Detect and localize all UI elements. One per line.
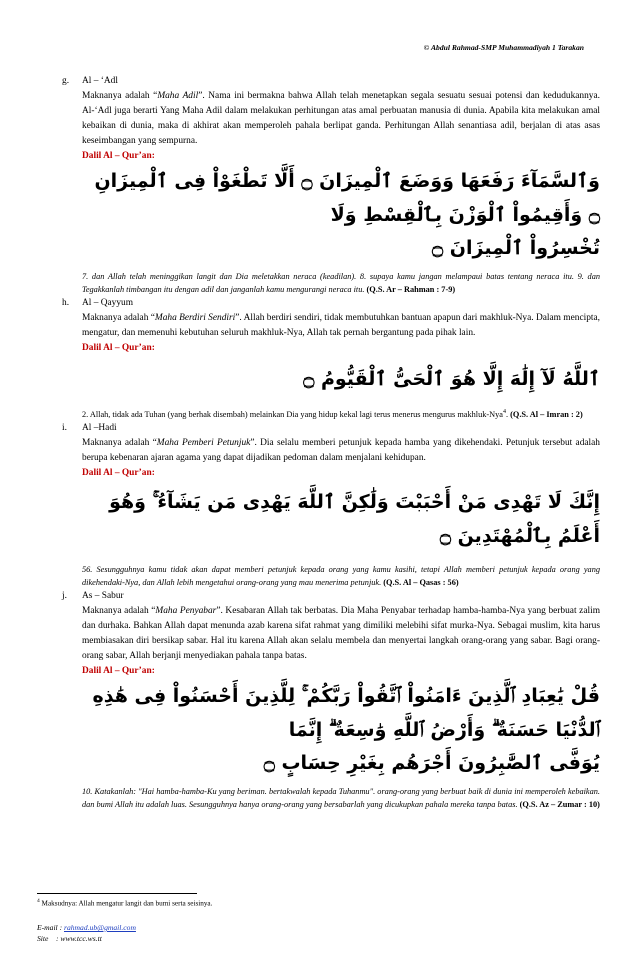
- item-title: Al – ‘Adl: [82, 76, 118, 86]
- list-item-as-sabur: [62, 589, 600, 811]
- verse-translation: 10. Katakanlah: "Hai hamba-hamba-Ku yang beriman. bertakwalah kepada Tuhanmu". orang-orang yang berbuat baik di dunia ini memperoleh kebaikan. dan bumi Allah itu adalah luas. Sesungguhnya hanya orang-orang yang bersabarlah yang dicukupkan pahala mereka tanpa batas. (Q.S. Az – Zumar : 10): [82, 786, 600, 809]
- verse-source: (Q.S. Ar – Rahman : 7-9): [366, 285, 456, 294]
- footnote-ref[interactable]: 4: [502, 409, 506, 415]
- verse-source: (Q.S. Az – Zumar : 10): [519, 799, 600, 809]
- item-title: As – Sabur: [82, 590, 124, 601]
- dalil-heading: Dalil Al – Qur’an:: [82, 343, 155, 353]
- item-description: Maknanya adalah “Maha Berdiri Sendiri”. Allah berdiri sendiri, tidak membutuhkan bantuan apapun dari makhluk-Nya. Dalam mencipta, mengatur, dan memenuhi kebutuhan seluruh makhluk-Nya, Allah tak pernah bergantung pada pihak lain.: [82, 313, 601, 338]
- arabic-verse: وَٱلسَّمَآءَ رَفَعَهَا وَوَضَعَ ٱلْمِيزَانَ ۝ أَلَّا تَطْغَوْاْ فِى ٱلْمِيزَانِ ۝ وَأَقِيمُواْ ٱلْوَزْنَ بِٱلْقِسْطِ وَلَا: [94, 170, 600, 226]
- dalil-heading: Dalil Al – Qur’an:: [82, 467, 155, 478]
- footnote-number: 4: [37, 898, 40, 904]
- page-header: © Abdul Rahmad-SMP Muhammadiyah 1 Tarakan: [423, 43, 584, 52]
- item-description: Maknanya adalah “Maha Penyabar”. Kesabaran Allah tak berbatas. Dia Maha Penyabar terhadap hamba-hamba-Nya yang berbuat zalim dan durhaka. Bahkan Allah dapat menunda azab karena sifat rahmat yang dimiliki melebihi sifat murka-Nya. Sebagai muslim, kita harus membiasakan diri bersikap sabar. Hal itu karena Allah akan selalu membela dan menyertai langkah orang-orang yang sabar. Bagi orang-orang sabar, Allah berjanji menyediakan pahala tanpa batas.: [82, 605, 600, 661]
- dalil-heading: Dalil Al – Qur’an:: [82, 665, 155, 676]
- arabic-verse: يُوَفَّى ٱلصَّٰبِرُونَ أَجْرَهُم بِغَيْرِ حِسَابٍ ۝: [263, 751, 600, 774]
- page-content: [62, 74, 600, 811]
- email-link[interactable]: rahmad.ub@gmail.com: [64, 923, 136, 932]
- footnote: $^4$ Maksudnya: Allah mengatur langit dan bumi serta seisinya.: [37, 898, 213, 908]
- verse-source: (Q.S. Al – Qasas : 56): [383, 577, 459, 587]
- item-title: Al –Hadi: [82, 422, 117, 433]
- arabic-verse: تُخْسِرُواْ ٱلْمِيزَانَ ۝: [432, 237, 600, 259]
- item-description: Maknanya adalah “Maha Pemberi Petunjuk”. Dia selalu memberi petunjuk kepada hamba yang dikehendaki. Petunjuk tersebut adalah berupa kebenaran ajaran agama yang dapat dijadikan pedoman dalam menjalani kehidupan.: [82, 437, 600, 463]
- verse-translation: 2. Allah, tidak ada Tuhan (yang berhak disembah) melainkan Dia yang hidup kekal lagi terus menerus mengurus makhluk-Nya$^4$. (Q.S. Al – Imran : 2): [82, 409, 583, 419]
- footer-site: Site : www.tcc.ws.tt: [37, 934, 102, 943]
- verse-source: (Q.S. Al – Imran : 2): [510, 409, 583, 419]
- item-letter: h.: [62, 298, 70, 308]
- item-letter: i.: [62, 422, 67, 433]
- arabic-verse: ٱللَّهُ لَآ إِلَٰهَ إِلَّا هُوَ ٱلْحَىُّ ٱلْقَيُّومُ ۝: [303, 368, 600, 390]
- dalil-heading: Dalil Al – Qur’an:: [82, 151, 155, 161]
- verse-translation: 7. dan Allah telah meninggikan langit dan Dia meletakkan neraca (keadilan). 8. supaya kamu jangan melampaui batas tentang neraca itu. 9. dan Tegakkanlah timbangan itu dengan adil dan janganlah kamu mengurangi neraca itu. (Q.S. Ar – Rahman : 7-9): [82, 272, 600, 294]
- item-title: Al – Qayyum: [82, 298, 134, 308]
- item-letter: j.: [62, 590, 67, 601]
- footnote-divider: [37, 893, 197, 894]
- footer-email: E-mail : rahmad.ub@gmail.com: [37, 923, 136, 932]
- verse-translation: 56. Sesungguhnya kamu tidak akan dapat memberi petunjuk kepada orang yang kamu kasihi, tetapi Allah memberi petunjuk kepada orang yang dikehendaki-Nya, dan Allah lebih mengetahui orang-orang yang mau menerima petunjuk. (Q.S. Al – Qasas : 56): [82, 564, 600, 587]
- arabic-verse: إِنَّكَ لَا تَهْدِى مَنْ أَحْبَبْتَ وَلَٰكِنَّ ٱللَّهَ يَهْدِى مَن يَشَآءُ ۚ وَهُوَ أَعْلَمُ بِٱلْمُهْتَدِينَ ۝: [109, 490, 600, 547]
- item-letter: g.: [62, 76, 70, 86]
- list-item-al-qayyum: [62, 296, 600, 421]
- arabic-verse: قُلْ يَٰعِبَادِ ٱلَّذِينَ ءَامَنُواْ ٱتَّقُواْ رَبَّكُمْ ۚ لِلَّذِينَ أَحْسَنُواْ فِى هَٰذِهِ ٱلدُّنْيَا حَسَنَةٌ ۗ وَأَرْضُ ٱللَّهِ وَٰسِعَةٌ ۗ إِنَّمَا: [92, 684, 600, 741]
- item-description: Maknanya adalah “Maha Adil”. Nama ini bermakna bahwa Allah telah menetapkan segala sesuatu sesuai potensi dan kedudukannya. Al-‘Adl juga berarti Yang Maha Adil dalam melakukan perhitungan atas amal perbuatan manusia di dunia. Apabila kita melakukan amal kebaikan di dunia, maka di akhirat akan memperoleh pahala berlipat ganda. Perhitungan Allah senantiasa adil, berjalan di atas asas keseimbangan yang sempurna.: [82, 91, 601, 146]
- list-item-al-hadi: [62, 421, 600, 589]
- list-item-al-adl: [62, 74, 600, 296]
- page-footer: [37, 922, 136, 944]
